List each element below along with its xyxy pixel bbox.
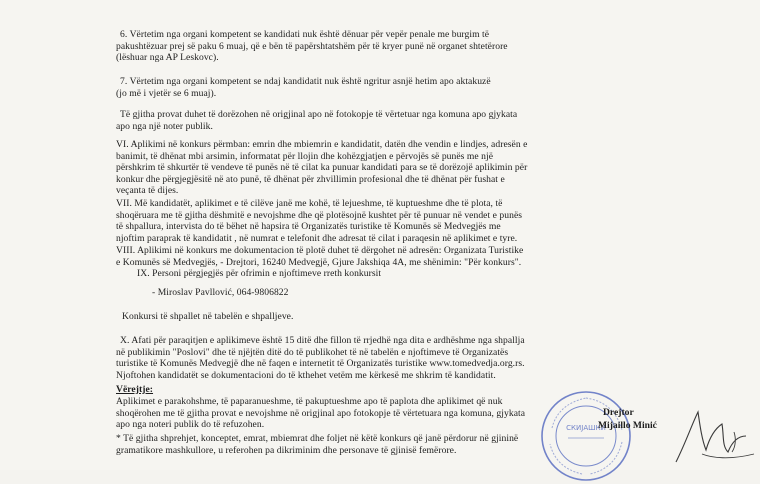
director-title: Drejtor (603, 407, 634, 418)
footnote (116, 433, 518, 456)
text-line: veçanta të dijes. (116, 185, 179, 197)
text-line: VIII. Aplikimi në konkurs me dokumentacion të plotë duhet të dërgohet në adresën: Organizata Turistike (116, 245, 524, 256)
text-line: njoftim paraprak të kandidatit , në numrat e telefonit dhe adresat të cilat i paraqesin në aplikimet e tyre. (116, 232, 518, 244)
text-line: Vërejtje: (116, 384, 154, 395)
text-line: X. Afati për paraqitjen e aplikimeve është 15 ditë dhe fillon të rrjedhë nga dita e ardhëshme nga shpallja (120, 335, 525, 346)
text-line: 7. Vërtetim nga organi kompetent se ndaj kandidatit nuk është ngritur asnjë hetim apo aktakuzë (120, 76, 491, 87)
text-line: * Të gjitha shprehjet, konceptet, emrat, mbiemrat dhe foljet në këtë konkurs që janë përdorur në gjininë (116, 433, 519, 444)
paragraph-item-7 (116, 76, 491, 99)
text-line: 6. Vërtetim nga organi kompetent se kandidati nuk është dënuar për vepër penale me burgim të (120, 29, 490, 40)
text-line: në publikimin "Poslovi" dhe të njëjtën ditë do të publikohet të në tabelën e njoftimeve të Organizatës (116, 346, 509, 358)
text-line: Konkursi të shpallet në tabelën e shpalljeve. (122, 311, 294, 322)
handwritten-signature (672, 402, 758, 468)
text-line: e Komunës së Medvegjës, - Drejtori, 16240 Medvegjë, Gjure Jakshiqa 4A, me shënimin: "Për konkurs". (116, 256, 522, 268)
text-line: apo nga noteri publik do të refuzohen. (116, 419, 265, 431)
note-heading (116, 384, 153, 396)
contact-person (152, 287, 288, 299)
text-line: VI. Aplikimi në konkurs përmban: emrin dhe mbiemrin e kandidatit, datën dhe vendin e lindjes, adresën e (116, 139, 528, 150)
paragraph-evidence (116, 109, 517, 132)
section-viii (116, 245, 523, 268)
text-line: IX. Personi përgjegjës për ofrimin e njoftimeve rreth konkursit (137, 268, 382, 279)
paragraph-item-6 (116, 29, 508, 64)
stamp-center-text: СКИЈАШКИ (566, 424, 606, 432)
text-line: përshkrim të shkurtër të vendeve të punës në të cilat ka punuar kandidati para se të dorëzojë aplikimin për (116, 162, 528, 174)
text-line: VII. Më kandidatët, aplikimet e të cilëve janë me kohë, të lejueshme, të kuptueshme dhe të plota, të (116, 198, 503, 209)
note-body (116, 396, 525, 431)
text-line: gramatikore mashkullore, u referohen pa dikriminim dhe personave të gjinisë femërore. (116, 444, 457, 456)
text-line: apo nga një noter publik. (116, 120, 213, 132)
text-line: turistike të Komunës Medvegjë dhe në faqen e internetit të Organizatës turistike www.tomedvedja.org.rs. (116, 358, 525, 370)
section-vi (116, 139, 527, 197)
text-line: (lëshuar nga AP Leskovc). (116, 52, 219, 64)
section-x (116, 335, 525, 381)
text-line: pakushtëzuar prej së paku 6 muaj, që e bën të papërshtatshëm për të kryer punë në organet shtetërore (116, 40, 508, 52)
section-ix (137, 268, 381, 280)
text-line: konkur dhe përgjegjësitë në ato punë, të dhënat për zhvillimin profesional dhe të dhënat për fushat e (116, 173, 505, 185)
stamp-outer-ring (542, 392, 630, 480)
section-vii (116, 198, 522, 244)
text-line: Të gjitha provat duhet të dorëzohen në origjinal apo në fotokopje të vërtetuar nga komuna apo gjykata (120, 109, 518, 120)
text-line: Aplikimet e parakohshme, të paparanueshme, të pakuptueshme apo të paplota dhe aplikimet që nuk (116, 396, 503, 407)
text-line: (jo më i vjetër se 6 muaj). (116, 87, 217, 99)
text-line: Njoftohen kandidatët se dokumentacioni do të kthehet vetëm me kërkesë me shkrim të kandidatit. (116, 369, 496, 381)
text-line: shoqërohen me të gjitha provat e nevojshme në origjinal apo fotokopje të vërtetuara nga komuna, gjykata (116, 407, 526, 419)
director-name: Mijaillo Minić (598, 420, 657, 431)
text-line: të shpallura, intervista do të bëhet në hapsira të Organizatës turistike të Komunës së Medvegjës me (116, 221, 501, 233)
text-line: banimit, të dhënat mbi arsimin, informatat për llojin dhe kohëzgjatjen e përvojës së punës me një (116, 150, 494, 162)
text-line: - Miroslav Pavllović, 064-9806822 (152, 287, 289, 298)
announcement-board (122, 311, 293, 323)
text-line: shoqëruara me të gjitha dëshmitë e nevojshme dhe që plotësojnë kushtet për të punuar në vendet e punës (116, 209, 523, 221)
